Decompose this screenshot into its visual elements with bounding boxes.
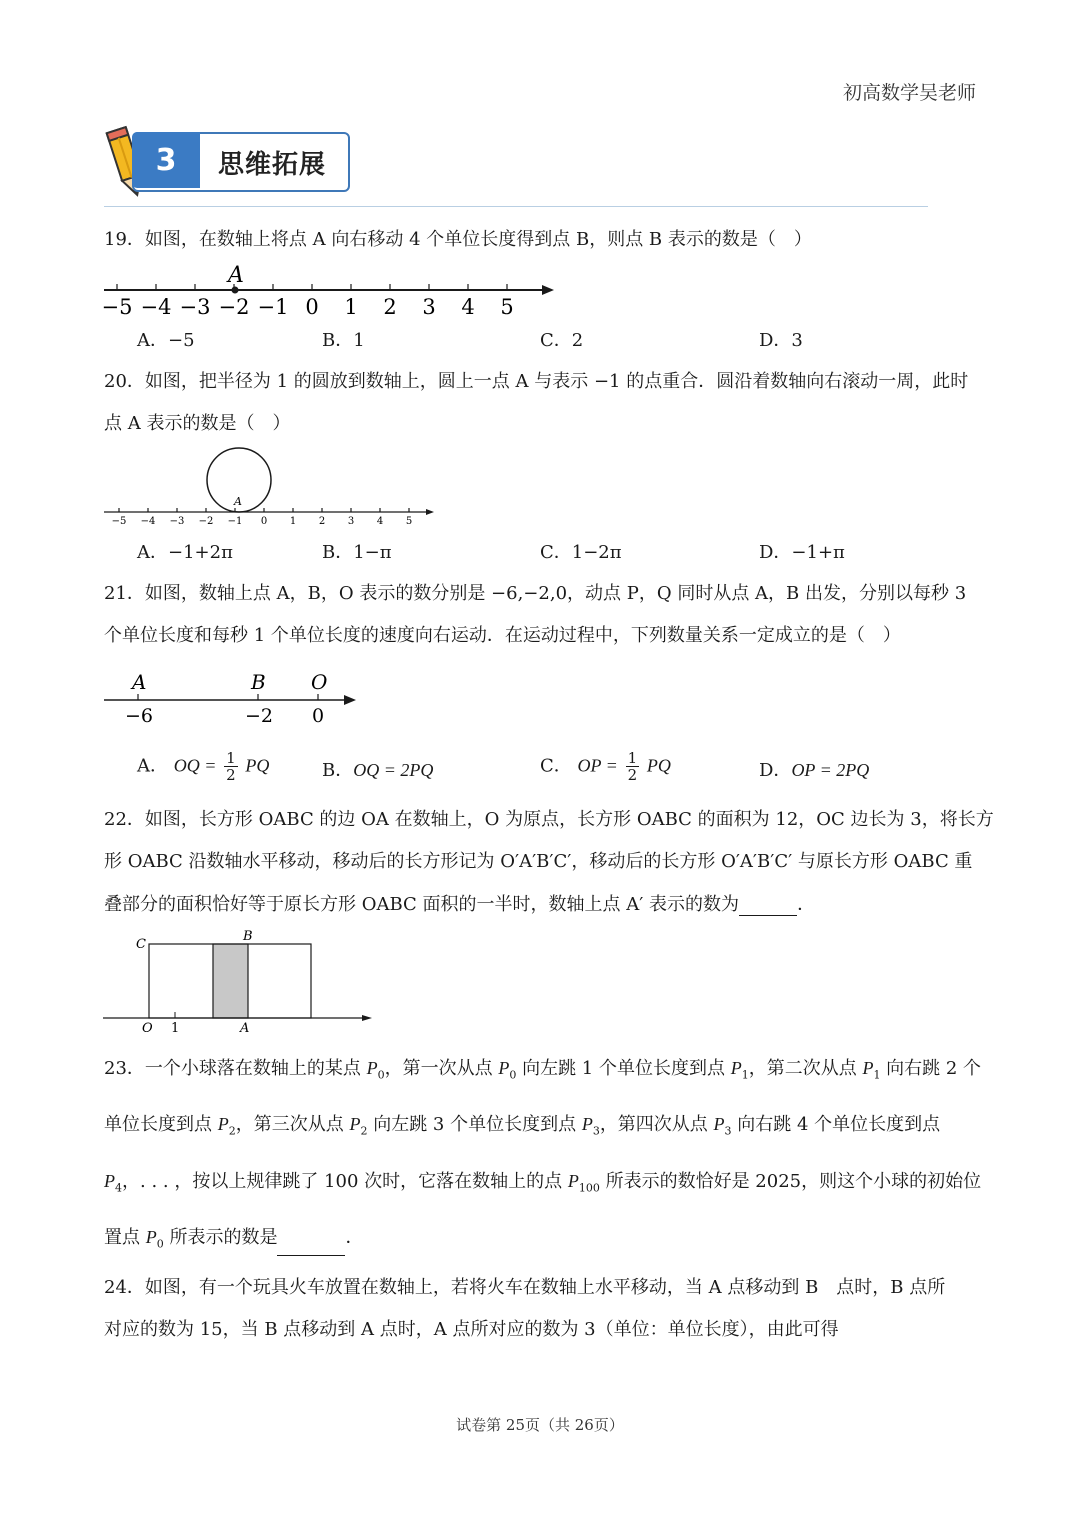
q19-option-c: C．2	[540, 330, 584, 351]
q19-number-line	[100, 258, 560, 320]
q22-line2: 形 OABC 沿数轴水平移动，移动后的长方形记为 O′A′B′C′，移动后的长方形 O′A′B′C′ 与原长方形 OABC 重	[104, 851, 973, 872]
q20-option-b: B．1−π	[322, 542, 392, 563]
q22-label-b: B	[243, 929, 253, 944]
author-name: 初高数学吴老师	[842, 82, 976, 104]
q19-tick-label: 3	[422, 295, 436, 319]
q21-value-a: −6	[125, 705, 154, 727]
q20-tick-label: 4	[376, 516, 384, 527]
q20-tick-label: −5	[111, 516, 127, 527]
section-title: 思维拓展	[218, 150, 327, 180]
q20-tick-label: −3	[169, 516, 185, 527]
q20-line2: 点 A 表示的数是（ ）	[104, 413, 291, 434]
q20-tick-label: 2	[318, 516, 326, 527]
section-divider	[104, 206, 928, 207]
q20-line1: 20．如图，把半径为 1 的圆放到数轴上，圆上一点 A 与表示 −1 的点重合．圆沿着数轴向右滚动一周，此时	[104, 371, 969, 392]
q22-label-c: C	[136, 937, 146, 952]
q19-point-a-label: A	[228, 263, 244, 288]
q19-option-b: B．1	[322, 330, 365, 351]
q19-tick-label: −1	[257, 295, 289, 319]
q21-value-o: 0	[312, 705, 325, 727]
q24-line1: 24．如图，有一个玩具火车放置在数轴上，若将火车在数轴上水平移动，当 A 点移动到 B 点时，B 点所	[104, 1277, 946, 1298]
q21-line1: 21．如图，数轴上点 A，B，O 表示的数分别是 −6,−2,0，动点 P，Q 同时从点 A，B 出发，分别以每秒 3	[104, 583, 967, 604]
q19-tick-label: −2	[218, 295, 250, 319]
q22-answer-blank[interactable]	[739, 897, 797, 916]
section-number: 3	[132, 132, 200, 188]
q22-label-1: 1	[171, 1021, 180, 1036]
q23-line3: $P_4$，. . . ，按以上规律跳了 100 次时，它落在数轴上的点 $P_{100}$ 所表示的数恰好是 2025，则这个小球的初始位	[104, 1171, 982, 1195]
q21-option-d: D．OP = 2PQ	[759, 760, 870, 781]
q21-option-b: B．OQ = 2PQ	[322, 760, 434, 781]
q20-tick-label: 5	[405, 516, 413, 527]
q20-option-a: A．−1+2π	[137, 542, 233, 563]
q19-tick-label: 4	[461, 295, 475, 319]
q20-number-line	[100, 444, 440, 530]
q21-line2: 个单位长度和每秒 1 个单位长度的速度向右运动．在运动过程中，下列数量关系一定成立的是（ ）	[104, 625, 901, 646]
q23-line4: 置点 $P_0$ 所表示的数是 ．	[104, 1226, 363, 1256]
q22-rectangle-figure	[100, 926, 378, 1038]
q19-option-a: A．−5	[137, 330, 195, 351]
q22-line1: 22．如图，长方形 OABC 的边 OA 在数轴上，O 为原点，长方形 OABC 的面积为 12，OC 边长为 3，将长方	[104, 809, 994, 830]
q19-tick-label: 2	[383, 295, 397, 319]
q23-line1: 23．一个小球落在数轴上的某点 $P_0$，第一次从点 $P_0$ 向左跳 1 个单位长度到点 $P_1$，第二次从点 $P_1$ 向右跳 2 个	[104, 1058, 982, 1082]
q22-label-o: O	[142, 1021, 153, 1036]
q19-tick-label: −3	[179, 295, 211, 319]
q21-value-b: −2	[245, 705, 274, 727]
q20-tick-label: 0	[260, 516, 268, 527]
q19-text: 19．如图，在数轴上将点 A 向右移动 4 个单位长度得到点 B，则点 B 表示的数是（ ）	[104, 229, 812, 250]
q20-tick-label: 1	[289, 516, 297, 527]
q19-tick-label: 5	[500, 295, 514, 319]
q20-option-d: D．−1+π	[759, 542, 845, 563]
q20-tick-label: 3	[347, 516, 355, 527]
q19-tick-label: 0	[305, 295, 319, 319]
q22-label-a: A	[240, 1021, 250, 1036]
q20-option-c: C．1−2π	[540, 542, 622, 563]
q20-tick-label: −2	[198, 516, 214, 527]
page-footer: 试卷第 25页（共 26页）	[456, 1416, 624, 1434]
q23-answer-blank[interactable]	[277, 1237, 345, 1256]
q19-option-d: D．3	[759, 330, 803, 351]
q21-option-c: C． OP = $\frac{1}{2}$ PQ	[540, 749, 671, 784]
q22-line3: 叠部分的面积恰好等于原长方形 OABC 面积的一半时，数轴上点 A′ 表示的数为 ．	[104, 894, 816, 915]
q20-point-a-label: A	[234, 495, 242, 508]
q19-tick-label: −5	[101, 295, 133, 319]
q19-tick-label: 1	[344, 295, 358, 319]
q20-tick-label: −1	[227, 516, 243, 527]
q21-label-o: O	[311, 670, 328, 694]
q20-tick-label: −4	[140, 516, 156, 527]
q21-number-line	[100, 666, 362, 728]
q23-line2: 单位长度到点 $P_2$，第三次从点 $P_2$ 向左跳 3 个单位长度到点 $P_3$，第四次从点 $P_3$ 向右跳 4 个单位长度到点	[104, 1114, 941, 1138]
q21-label-b: B	[251, 670, 266, 694]
q21-option-a: A． OQ = $\frac{1}{2}$ PQ	[137, 749, 270, 784]
q19-tick-label: −4	[140, 295, 172, 319]
q21-label-a: A	[132, 670, 147, 694]
q24-line2: 对应的数为 15，当 B 点移动到 A 点时，A 点所对应的数为 3（单位：单位长度），由此可得	[104, 1319, 839, 1340]
